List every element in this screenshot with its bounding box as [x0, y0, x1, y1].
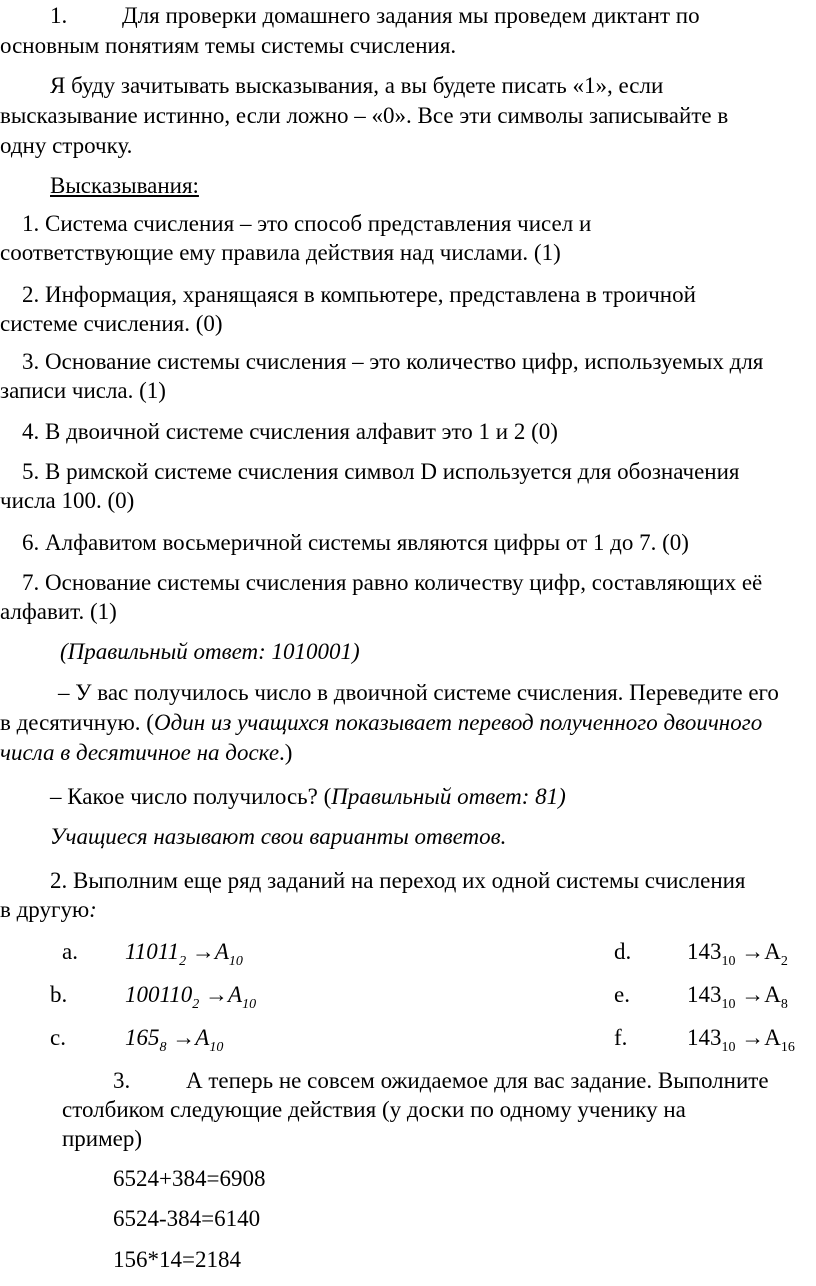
instructions-line2: высказывание истинно, если ложно – «0». Все эти символы записывайте в: [0, 103, 729, 128]
statement-7-line2: алфавит. (1): [0, 599, 117, 624]
task2-line1: 2. Выполним еще ряд заданий на переход их одной системы счисления: [50, 868, 746, 893]
instructions-line1: Я буду зачитывать высказывания, а вы будете писать «1», если: [50, 73, 664, 98]
correct-answer: (Правильный ответ: 1010001): [60, 639, 360, 664]
item-b-expr: $100110_2 \to A_{10}$: [125, 982, 257, 1012]
task3-line3: пример): [62, 1126, 143, 1151]
question-line: – Какое число получилось? (Правильный ответ: 81): [50, 784, 566, 809]
item-f-label: f.: [614, 1025, 628, 1050]
statement-4: 4. В двоичной системе счисления алфавит это 1 и 2 (0): [22, 419, 558, 444]
task3-line2: столбиком следующие действия (у доски по одному ученику на: [62, 1097, 686, 1122]
item-c-expr: $165_8 \to A_{10}$: [125, 1025, 224, 1055]
example-1: 6524+384=6908: [113, 1166, 266, 1191]
statement-6: 6. Алфавитом восьмеричной системы являются цифры от 1 до 7. (0): [22, 530, 689, 555]
task1-number: 1.: [50, 3, 68, 28]
statement-7-line1: 7. Основание системы счисления равно количеству цифр, составляющих её: [22, 570, 763, 595]
item-d-expr: $143_{10} \to A_2$: [687, 939, 788, 969]
item-b-label: b.: [50, 982, 68, 1007]
statement-5-line1: 5. В римской системе счисления символ D используется для обозначения: [22, 459, 740, 484]
item-c-label: c.: [50, 1025, 66, 1050]
statements-heading: Высказывания:: [50, 173, 199, 198]
students-line: Учащиеся называют свои варианты ответов.: [50, 824, 507, 849]
example-3: 156*14=2184: [113, 1247, 241, 1272]
convert-line3: числа в десятичное на доске.): [0, 740, 293, 765]
statement-3-line2: записи числа. (1): [0, 378, 166, 403]
task3-number: 3.: [113, 1068, 131, 1093]
task2-line2: в другую:: [0, 897, 97, 922]
task1-line1: Для проверки домашнего задания мы проведем диктант по: [122, 3, 700, 28]
item-a-expr: $11011_2 \to A_{10}$: [125, 939, 243, 969]
statement-5-line2: числа 100. (0): [0, 488, 135, 513]
item-e-label: e.: [614, 982, 630, 1007]
task3-line1: А теперь не совсем ожидаемое для вас задание. Выполните: [186, 1068, 769, 1093]
item-a-label: a.: [62, 939, 78, 964]
statement-1-line2: соответствующие ему правила действия над числами. (1): [0, 240, 561, 265]
item-e-expr: $143_{10} \to A_8$: [687, 982, 788, 1012]
convert-line2: в десятичную. (Один из учащихся показывает перевод полученного двоичного: [0, 710, 763, 735]
statement-2-line2: системе счисления. (0): [0, 311, 223, 336]
statement-3-line1: 3. Основание системы счисления – это количество цифр, используемых для: [22, 349, 764, 374]
statement-2-line1: 2. Информация, хранящаяся в компьютере, представлена в троичной: [22, 282, 696, 307]
item-d-label: d.: [614, 939, 632, 964]
task1-line2: основным понятиям темы системы счисления.: [0, 33, 457, 58]
instructions-line3: одну строчку.: [0, 133, 133, 158]
statement-1-line1: 1. Система счисления – это способ представления чисел и: [22, 211, 592, 236]
item-f-expr: $143_{10} \to A_{16}$: [687, 1025, 795, 1055]
example-2: 6524-384=6140: [113, 1206, 261, 1231]
convert-line1: – У вас получилось число в двоичной системе счисления. Переведите его: [58, 680, 779, 705]
